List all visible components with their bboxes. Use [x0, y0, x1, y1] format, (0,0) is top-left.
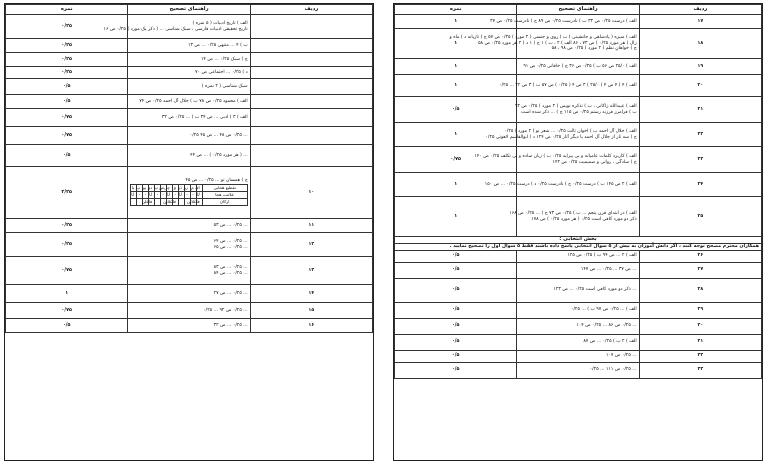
answer-text — [509, 197, 639, 237]
answer-row — [6, 109, 373, 127]
answer-line: سبک شناسی ( ۲ نمره ) — [201, 83, 248, 89]
answer-line: الف ) جلال آل احمد ب ) اخوان ثالث ۰/۲۵ ... شعر نو ( ۲ مورد ) ۰/۲۵ — [504, 128, 637, 134]
prosody-cell — [178, 199, 184, 206]
answer-line: ذکر دو مورد کافی است ۰/۲۵ ( هر مورد ۰/۲۵ ) ص ۱۷۸ — [531, 216, 637, 222]
answer-line: الف ) تاریخ ادبیات ( ۵ نمره ) — [192, 20, 248, 26]
question-number: ۲۹ — [639, 302, 761, 318]
answer-line: ج ) سادگی ، روانی و صمیمیت ۰/۲۵ ص ۱۴۲ — [552, 159, 637, 165]
answer-row — [395, 250, 762, 262]
section-note: همکاران محترم مصحح توجه کنند ، اگر دانش آموزان به بیش از ۵ سوال انتخابی پاسخ داده باشند فقط ۵ سوال اول را تصحیح نمایید . — [395, 243, 762, 250]
question-score: ۰/۵ — [395, 362, 517, 378]
answer-text — [128, 79, 250, 95]
answer-text — [517, 302, 639, 318]
answer-text — [128, 233, 250, 257]
answer-row — [6, 233, 373, 257]
answer-row — [395, 334, 762, 350]
question-number: ۳۱ — [639, 334, 761, 350]
answer-text — [128, 303, 250, 319]
prosody-cell: U — [196, 192, 202, 199]
question-score: ۰/۵ — [395, 334, 517, 350]
question-number: ۲۳ — [639, 147, 761, 173]
question-score: ۰/۵ — [395, 350, 517, 362]
right-header-row — [395, 5, 762, 15]
answer-row — [395, 147, 762, 173]
prosody-cell: - — [161, 192, 167, 199]
question-number — [250, 95, 372, 109]
answer-text — [485, 123, 639, 147]
answer-line: ... ۰/۲۵ ... ص ۸۴ — [213, 270, 248, 276]
answer-line: الف ) محمود ۰/۲۵ ص ۷۸ ب ) جلال آل احمد ۰/۲۵ ص ۷۴ — [139, 98, 248, 104]
prosody-cell: رو — [184, 185, 190, 192]
answer-text — [517, 250, 639, 262]
prosody-row — [131, 199, 247, 206]
prosody-table — [130, 184, 247, 206]
question-number: ۱۱ — [250, 219, 372, 233]
answer-line: ج ) سبک ۰/۲۵ ... ص ۱۴ — [200, 56, 248, 62]
answer-line: ... ۰/۲۵ ... ص ۸۳ — [213, 264, 248, 270]
answer-line: الف ) ۲ ص ۱۴۵ ب ) درست ۰/۲۵ ج ) نادرست ۰/۲۵ د ) درست ۰/۲۵ ... ص ۱۵۰ — [484, 181, 637, 187]
question-score: ۱ — [6, 285, 128, 303]
answer-text — [103, 15, 250, 39]
answer-line: الف ) ۲ ب ) ۰/۲۵ ... ص ۸۷ — [583, 339, 637, 345]
prosody-cell: U — [178, 192, 184, 199]
question-score: ۱ — [395, 123, 517, 147]
answer-text — [517, 362, 639, 378]
prosody-cell: فاعلاتن — [172, 199, 178, 206]
prosody-cell: صَ — [161, 185, 167, 192]
section-header-row — [395, 237, 762, 244]
right-header-num: ردیف — [639, 5, 761, 15]
question-score: ۲/۲۵ — [6, 167, 128, 219]
answer-text — [449, 29, 639, 59]
answer-text — [128, 257, 250, 285]
answer-row — [6, 257, 373, 285]
answer-line: ... ( هر مورد ۰/۲۵ ) ... ص ۴۴ — [190, 152, 248, 158]
answer-text — [128, 39, 250, 53]
question-number — [250, 79, 372, 95]
answer-row — [6, 79, 373, 95]
question-number — [250, 145, 372, 167]
left-header-score: نمره — [6, 5, 128, 15]
answer-line: تاریخ تحقیقی ادبیات فارسی ، سبک شناسی ... ( ذکر یک مورد ) ۰/۲۵ ص ۱۶ — [103, 26, 248, 32]
question-score: ۱ — [395, 75, 517, 97]
answer-row — [395, 75, 762, 97]
answer-row — [6, 95, 373, 109]
question-score: ۰/۲۵ — [6, 233, 128, 257]
question-number — [250, 109, 372, 127]
question-number: ۱۷ — [639, 15, 761, 29]
question-score: ۰/۲۵ — [6, 67, 128, 79]
page-right — [393, 3, 763, 461]
answer-line: الف ) ۲۵/۰ ص ۵۶ ب ) ۰/۲۵ ص ۳۶ ج ) خاقانی ۰/۲۵ ص ۹۱ — [523, 63, 637, 69]
answer-line: ب ) فرامرز فرزند رستم ۰/۲۵ ص ۱۱۵ ج ) ... ذکر شده است — [521, 109, 637, 115]
question-number: ۲۰ — [639, 75, 761, 97]
left-answers-table — [5, 4, 373, 333]
question-number: ۱۳ — [250, 257, 372, 285]
answer-line: الف ) درست ۰/۲۵ ص ۳۳ ب ) نادرست ۰/۲۵ ص ۸۹ ج ) نادرست ۰/۲۵ ص ۳۷ — [490, 18, 637, 24]
right-answers-table — [394, 4, 762, 379]
question-number: ۲۸ — [639, 278, 761, 302]
answer-row — [6, 15, 373, 39]
prosody-row-label: ارکان — [202, 199, 247, 206]
right-header-score: نمره — [395, 5, 517, 15]
answer-line: ... ۰/۲۵ ... ص ۶۵ — [213, 244, 248, 250]
page-left — [4, 3, 374, 461]
prosody-cell: وَ — [172, 185, 178, 192]
answer-text — [517, 262, 639, 278]
answer-row — [6, 127, 373, 145]
answer-line: الف ) ... ۰/۲۵ ص ۹۷ ب ) ... ۰/۲۵ — [571, 307, 637, 313]
prosody-cell: یو — [143, 185, 149, 192]
question-score: ۰/۵ — [6, 319, 128, 333]
left-answers-body — [6, 15, 373, 333]
prosody-row — [131, 185, 247, 192]
prosody-cell: - — [184, 192, 190, 199]
question-number: ۱۹ — [639, 59, 761, 75]
answer-line: ... ص ۳۷ ... ۰/۲۵ ... ص ۱۴۷ — [580, 267, 637, 273]
prosody-cell: ای — [196, 185, 202, 192]
answer-line: الف ) در ابتدای قرن پنجم ... ب ) ۰/۲۵ ص ۷۳ ج ) ... ۰/۲۵ ص ۱۶۸ — [509, 210, 637, 216]
question-number: ۲۴ — [639, 173, 761, 197]
answer-text — [128, 319, 250, 333]
answer-line: الف ) منیژه ( پادشاهی و جانشینی ) ب ) روی و جنسی ( ۲ مورد ) ۰/۲۵ ص ۵۷ ج ) تازیانه د ) ماه و — [449, 34, 637, 40]
answer-text — [128, 285, 250, 303]
answer-text — [517, 334, 639, 350]
left-header-guide: راهنمای تصحیح — [128, 5, 250, 15]
answer-text — [499, 75, 639, 97]
question-number — [250, 39, 372, 53]
question-score: ۰/۵ — [395, 262, 517, 278]
answer-text — [517, 59, 639, 75]
prosody-row-label: علامت هجا — [202, 192, 247, 199]
answer-row — [6, 145, 373, 167]
prosody-cell — [155, 199, 161, 206]
prosody-cell: - — [172, 192, 178, 199]
answer-line: ... ۰/۲۵ ص ۱۰۷ — [605, 353, 637, 359]
answer-row — [395, 97, 762, 123]
question-score: ۱ — [395, 29, 517, 59]
answer-row — [6, 319, 373, 333]
answer-row — [395, 59, 762, 75]
prosody-cell: U — [131, 192, 137, 199]
answer-row — [395, 123, 762, 147]
right-answers-body — [395, 15, 762, 379]
question-score: ۰/۵ — [395, 97, 517, 123]
answer-line: ج ) سه تار از جلال آل احمد یا دیگر آثار ۰/۲۵ ص ۱۲۴ د ) ابوالقاسم لاهوتی ۰/۲۵ — [485, 134, 637, 140]
answer-text — [128, 219, 250, 233]
question-score: ۰/۲۵ — [6, 219, 128, 233]
answer-text — [517, 350, 639, 362]
answer-line: الف ) عبیدالله زاکانی ، ب ) تذکره نویس ( ۲ مورد ) ۰/۲۵ ص ۹۳ — [514, 103, 637, 109]
question-number: ۱۲ — [250, 233, 372, 257]
question-number — [250, 15, 372, 39]
prosody-cell: فاعلن — [149, 199, 155, 206]
prosody-cell: U — [149, 192, 155, 199]
question-score: ۰/۲۵ — [6, 39, 128, 53]
answer-row — [395, 302, 762, 318]
question-number: ۳۲ — [639, 350, 761, 362]
prosody-cell: دو — [149, 185, 155, 192]
question-number — [250, 53, 372, 67]
question-number: ۲۲ — [639, 123, 761, 147]
question-score: ۰/۷۵ — [6, 303, 128, 319]
answer-text — [484, 173, 639, 197]
right-header-guide: راهنمای تصحیح — [517, 5, 639, 15]
prosody-cell: دَر — [178, 185, 184, 192]
prosody-cell: پِ — [137, 185, 143, 192]
answer-row — [395, 278, 762, 302]
question-score: ۱ — [395, 173, 517, 197]
prosody-cell: یا — [131, 185, 137, 192]
question-score: ۰/۵ — [395, 318, 517, 334]
question-number: ۳۰ — [639, 318, 761, 334]
question-score: ۰/۷۵ — [6, 127, 128, 145]
prosody-cell: - — [190, 192, 196, 199]
question-score: ۱ — [395, 197, 517, 237]
answer-text — [128, 53, 250, 67]
answer-line: ج ) همسان تو ... ۰/۲۵ ... ص ۴۵ — [185, 177, 248, 183]
question-number: ۱۰ — [250, 167, 372, 219]
prosody-cell: - — [143, 192, 149, 199]
prosody-cell — [131, 199, 137, 206]
answer-line: ... ۰/۲۵ ... ص ۲۷ — [213, 290, 248, 296]
answer-text — [128, 109, 250, 127]
answer-line: ... ۰/۲۵ ص ۴۸ ... ص ۴۵ ۰/۲۵ — [189, 132, 248, 138]
answer-row — [395, 173, 762, 197]
prosody-cell: - — [137, 192, 143, 199]
answer-row — [395, 262, 762, 278]
question-score: ۰/۵ — [6, 145, 128, 167]
prosody-cell: جِی — [167, 185, 173, 192]
answer-text — [474, 147, 639, 173]
question-number: ۳۳ — [639, 362, 761, 378]
answer-line: الف ) ۳ ) ادبی ... ص ۳۴ ب ) ... ۰/۲۵ ص ۳۲ — [161, 114, 248, 120]
answer-row — [6, 219, 373, 233]
question-number: ۲۷ — [639, 262, 761, 278]
answer-text — [128, 145, 250, 167]
question-score: ۰/۷۵ — [395, 147, 517, 173]
answer-line: ... ذکر دو مورد کافی است ۰/۲۵ ... ص ۱۲۳ — [553, 287, 637, 293]
prosody-cell: مِ — [190, 185, 196, 192]
answer-line: الف ) ۴ ) ۴ ص ۴ ( ۲۵/۰ ) ۳ ص ۴ ( ۰/۲۵ ) ص ۵۷ ب ) ۳ ص ۲۲ ... ۰/۲۵ — [499, 82, 637, 88]
left-header-row — [6, 5, 373, 15]
question-score: ۰/۵ — [395, 250, 517, 262]
answer-row — [395, 29, 762, 59]
answer-line: الف ) ۲ ... ص ۹۴ ب ) ۰/۲۵ ص ۱۲۵ — [567, 253, 637, 259]
question-score: ۰/۷۵ — [6, 109, 128, 127]
answer-row — [395, 350, 762, 362]
question-number: ۱۶ — [250, 319, 372, 333]
question-score: ۰/۵ — [6, 95, 128, 109]
answer-row — [6, 67, 373, 79]
answer-text — [517, 278, 639, 302]
prosody-cell: U — [167, 192, 173, 199]
answer-row — [6, 167, 373, 219]
question-score: ۰/۷۵ — [6, 257, 128, 285]
answer-line: ... ۰/۲۵ ص ۹۲ ... ۰/۲۵ — [203, 307, 248, 313]
answer-text — [514, 97, 639, 123]
section-note-row — [395, 243, 762, 250]
question-number: ۲۱ — [639, 97, 761, 123]
prosody-row-label: تقطیع هجایی — [202, 185, 247, 192]
answer-line: ... ۰/۲۵ ... ص ۵۳ — [213, 222, 248, 228]
question-score: ۰/۲۵ — [6, 15, 128, 39]
answer-text — [128, 67, 250, 79]
answer-text — [128, 95, 250, 109]
answer-line: د ) ۰/۲۵ ... اجتماعی ص ۷۰ — [195, 69, 248, 75]
answer-row — [6, 39, 373, 53]
question-score: ۰/۲۵ — [6, 53, 128, 67]
answer-line: ج ) خواهانِ نظم ( ۲ مورد ) ۰/۲۵ ص ۹۸ ، ۵۸ — [551, 46, 637, 52]
prosody-cell: فاعلاتن — [196, 199, 202, 206]
answer-row — [6, 303, 373, 319]
prosody-row — [131, 192, 247, 199]
answer-row — [395, 362, 762, 378]
question-number: ۱۵ — [250, 303, 372, 319]
left-header-num: ردیف — [250, 5, 372, 15]
section-title: بخش انتخابی : — [395, 237, 762, 244]
question-number: ۲۵ — [639, 197, 761, 237]
answer-line: ... ۰/۲۵ ص ۸۶ ... ۰/۲۵ ص ۱۰۴ — [576, 323, 637, 329]
answer-line: ... ۰/۲۵ ... ص ۳۲ — [213, 322, 248, 328]
answer-text — [128, 167, 250, 219]
answer-row — [6, 53, 373, 67]
answer-row — [6, 285, 373, 303]
question-number: ۱۴ — [250, 285, 372, 303]
answer-line: ب ) ۴ ... منتهی ۰/۲۵ ... ص ۱۳ — [187, 42, 248, 48]
question-score: ۰/۵ — [395, 302, 517, 318]
answer-text — [128, 127, 250, 145]
prosody-cell: - — [155, 192, 161, 199]
question-score: ۱ — [395, 15, 517, 29]
question-number: ۱۸ — [639, 29, 761, 59]
answer-text — [490, 15, 639, 29]
prosody-cell: تِ — [155, 185, 161, 192]
answer-row — [395, 197, 762, 237]
answer-row — [395, 318, 762, 334]
answer-line: الف ) کاربرد کلمات عامیانه و بی پیرایه ۰/۲۵ ب ) زبان ساده و بی تکلف ۰/۲۵ ص ۱۴۰ — [474, 153, 637, 159]
question-score: ۰/۵ — [395, 278, 517, 302]
question-score: ۱ — [395, 59, 517, 75]
question-number: ۲۶ — [639, 250, 761, 262]
answer-row — [395, 15, 762, 29]
question-number — [250, 67, 372, 79]
question-score: ۰/۵ — [6, 79, 128, 95]
answer-text — [517, 318, 639, 334]
question-number — [250, 127, 372, 145]
answer-line: زال ( هر مورد ۰/۲۵ ) ص ۷۳ ، ۸۶ الف ) ۲ ، ب ) ۱ ج ) ۱ د ) ۲ هر مورد ۰/۲۵ ص ۵۸ — [478, 40, 637, 46]
answer-line: ... ۰/۲۵ ... ص ۶۴ — [213, 238, 248, 244]
answer-line: ... ۰/۲۵ ص ۱۱۱ ... ۰/۲۵ — [589, 367, 637, 373]
